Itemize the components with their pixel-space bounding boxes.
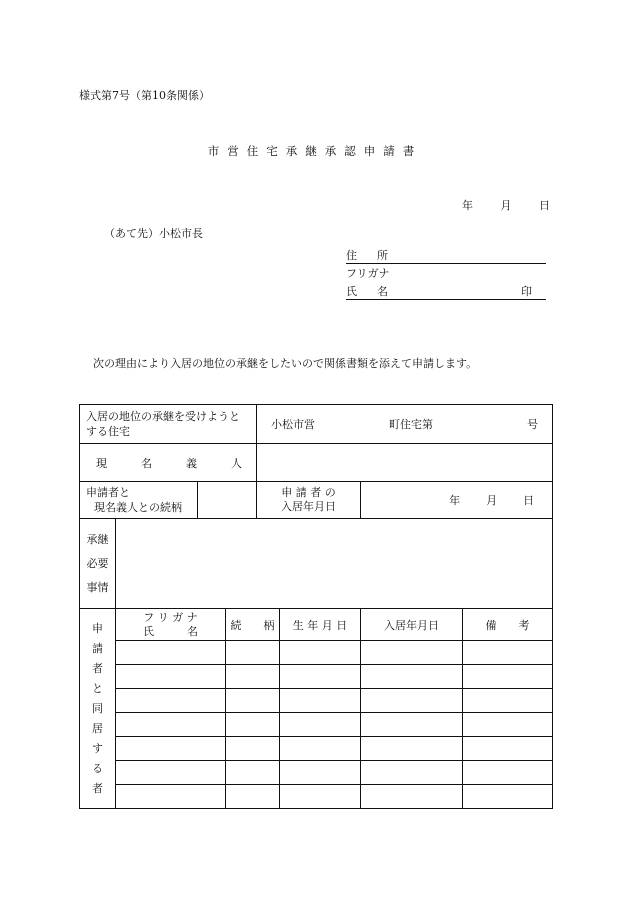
table-row: [80, 737, 553, 761]
relation-row: [80, 482, 553, 519]
table-row: [80, 713, 553, 737]
page-title: 市営住宅承継承認申請書: [207, 144, 423, 158]
date-month-label: 月: [500, 199, 512, 212]
table-row: [80, 761, 553, 785]
housing-row: [80, 405, 553, 444]
housing-city: 小松市営: [271, 418, 315, 431]
col-furigana-name: フ リ ガ ナ 氏 名: [116, 609, 226, 641]
furigana-label: フリガナ: [346, 267, 390, 280]
relation-label-cell: 申請者と 現名義人との続柄: [80, 482, 198, 519]
applicant-name-field[interactable]: [346, 283, 546, 300]
statement-text: 次の理由により入居の地位の承継をしたいので関係書類を添えて申請します。: [93, 357, 478, 370]
form-number: 様式第7号（第10条関係）: [79, 89, 210, 102]
applicant-address-field[interactable]: [346, 247, 546, 264]
cohabitant-header-row: [80, 609, 553, 641]
applicant-furigana-field[interactable]: [346, 265, 546, 281]
date-day-label: 日: [539, 199, 550, 212]
table-row: [80, 641, 553, 665]
reason-value-cell[interactable]: [116, 519, 553, 609]
movein-date-cell[interactable]: 年 月 日: [361, 482, 553, 519]
current-holder-row: [80, 444, 553, 482]
table-row: [80, 689, 553, 713]
address-label: 住 所: [346, 249, 388, 262]
current-holder-label-cell: 現 名 義 人: [80, 444, 257, 482]
date-year-label: 年: [462, 199, 473, 212]
col-remarks: 備 考: [463, 609, 553, 641]
housing-label-cell: 入居の地位の承継を受けようと する住宅: [80, 405, 257, 444]
reason-row: [80, 519, 553, 609]
application-date: [462, 197, 550, 213]
housing-number: 号: [527, 418, 539, 431]
application-table: [79, 404, 553, 809]
cohabitant-label-cell: 申 請 者 と 同 居 す る 者: [80, 609, 116, 809]
name-label: 氏 名: [346, 285, 388, 298]
reason-label-cell: 承継 必要 事情: [80, 519, 116, 609]
housing-value-cell[interactable]: [257, 405, 553, 444]
table-row: [80, 785, 553, 809]
movein-label-cell: 申 請 者 の 入居年月日: [257, 482, 361, 519]
seal-mark: 印: [521, 285, 532, 298]
housing-town: 町住宅第: [389, 418, 434, 431]
col-relation: 続 柄: [226, 609, 280, 641]
col-movein: 入居年月日: [361, 609, 463, 641]
addressee: （あて先）小松市長: [104, 227, 203, 240]
current-holder-value-cell[interactable]: [257, 444, 553, 482]
relation-value-cell[interactable]: [198, 482, 257, 519]
table-row: [80, 665, 553, 689]
col-birth: 生 年 月 日: [280, 609, 361, 641]
